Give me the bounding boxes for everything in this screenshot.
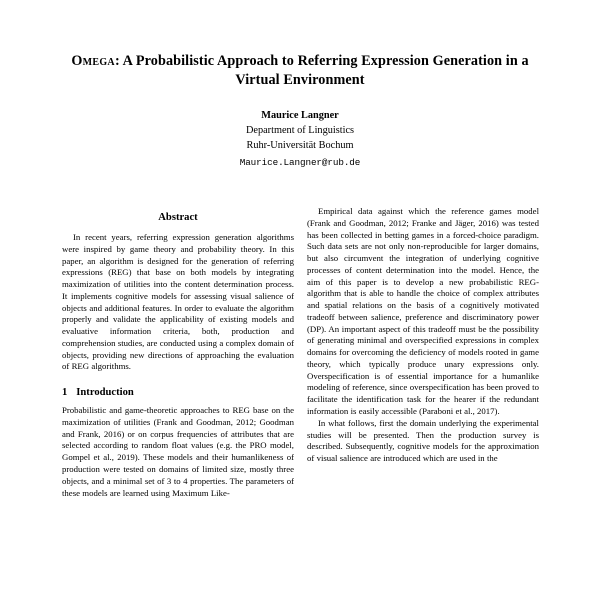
abstract-body: In recent years, referring expression generation algorithms were inspired by game theory and probability theory. In this paper, an algorithm is designed for the generation of referring expressions (REG) that base on both models by integrating maximization of utilities into the content determination process. It implements cognitive models for assessing visual salience of objects and additional features. In order to evaluate the algorithm properly and validate the applicability of existing models and evaluative information criteria, both, production and comprehension studies, are conducted using a complex domain of objects, providing new directions of approaching the evaluation of REG algorithms. (62, 232, 294, 372)
section-number: 1 (62, 387, 68, 399)
title-smallcaps-word: Omega (71, 53, 115, 69)
page-title (62, 52, 538, 90)
body-columns (62, 206, 539, 600)
author-email: Maurice.Langner@rub.de (239, 156, 361, 168)
section-paragraph: Probabilistic and game-theoretic approaches to REG base on the maximization of utilities (Frank and Goodman, 2012; Goodman and Frank, 2016) or on corpus frequencies of attributes that are selected according to random float values (e.g. the PRO model, Gompel et al., 2019). These models and their humanlikeness of production were tested on domains of limited size, mostly three objects, and a minimal set of 3 to 4 properties. The parameters of these models are learned using Maximum Like- (62, 405, 294, 498)
body-paragraph: Empirical data against which the reference games model (Frank and Goodman, 2012; Franke and Jäger, 2016) was tested has been collected in betting games in a forced-choice paradigm. Such data sets are not only non-reproducible for larger domains, but also circumvent the integration of underlying cognitive processes of content determination into the model. Hence, the aim of this paper is to develop a new probabilistic REG-algorithm that is able to handle the choice of complex attributes and spatial relations on the basis of a cognitively motivated tradeoff between salience, preference and discriminatory power (DP). An important aspect of this tradeoff must be the possibility of generating minimal and overspecified expressions in complex domains for overcoming the deficiency of models rooted in game theory, which typically produce unary expressions only. Overspecification is of essential importance for a humanlike modeling of reference, since overspecification has been proved to facilitate the identification task for the hearer if the redundant information is easily accessible (Paraboni et al., 2017). (307, 206, 539, 417)
author-institution: Ruhr-Universität Bochum (246, 139, 354, 151)
left-column (62, 206, 294, 600)
section-heading-introduction (62, 387, 294, 398)
author-name: Maurice Langner (261, 109, 339, 121)
right-column (307, 206, 539, 600)
author-department: Department of Linguistics (245, 125, 355, 137)
author-block (62, 109, 538, 169)
title-remainder: : A Probabilistic Approach to Referring Expression Generation in a Virtual Environment (114, 53, 529, 88)
title-block (0, 0, 600, 169)
body-paragraph: In what follows, first the domain underlying the experimental studies will be presented. Then the production survey is described. Subsequently, cognitive models for the approximation of visual salience are introduced which are used in the (307, 417, 539, 464)
section-title: Introduction (76, 387, 134, 399)
abstract-heading: Abstract (158, 212, 198, 223)
